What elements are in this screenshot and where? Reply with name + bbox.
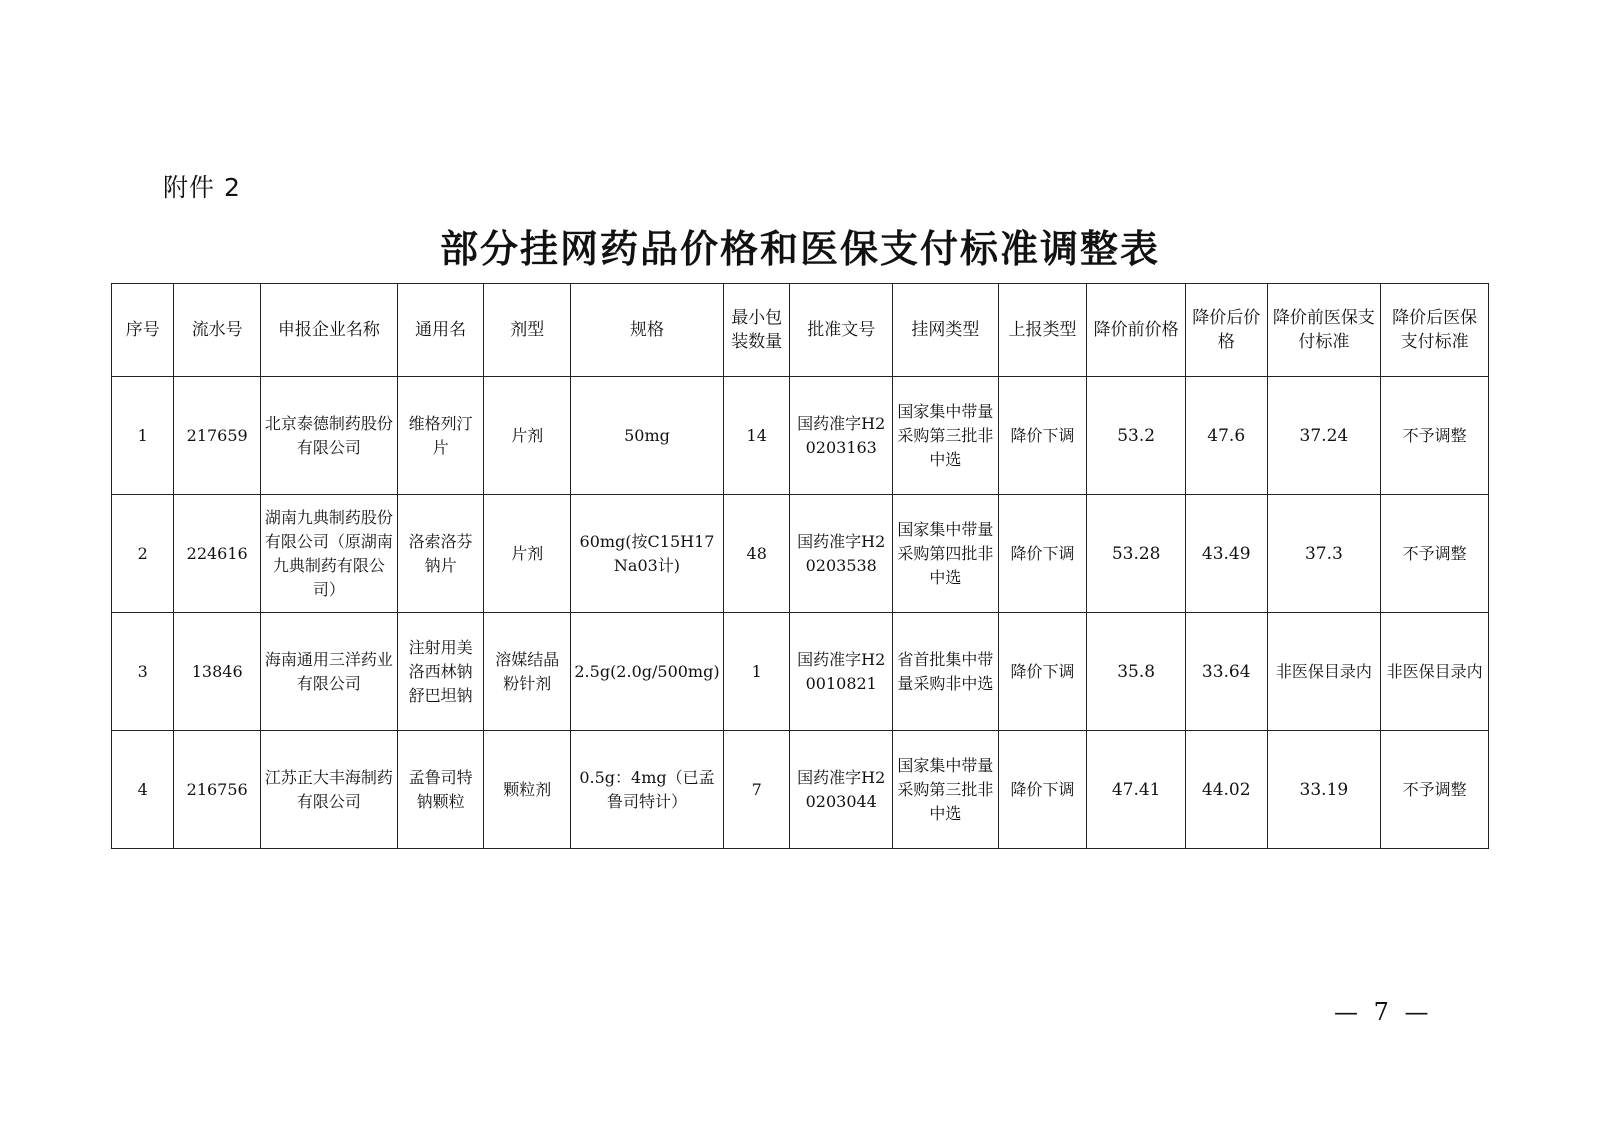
cell-serial-number: 217659 <box>174 377 261 495</box>
attachment-label: 附件 2 <box>163 173 241 202</box>
cell-seq: 2 <box>112 495 174 613</box>
cell-specification: 0.5g：4mg（已孟鲁司特计） <box>570 731 723 849</box>
cell-company: 湖南九典制药股份有限公司（原湖南九典制药有限公司） <box>260 495 397 613</box>
cell-insurance-before: 非医保目录内 <box>1267 613 1381 731</box>
cell-insurance-before: 33.19 <box>1267 731 1381 849</box>
header-dosage-form: 剂型 <box>484 284 571 377</box>
header-min-package: 最小包装数量 <box>723 284 789 377</box>
cell-serial-number: 216756 <box>174 731 261 849</box>
cell-insurance-before: 37.24 <box>1267 377 1381 495</box>
cell-listing-type: 国家集中带量采购第三批非中选 <box>893 731 999 849</box>
cell-seq: 3 <box>112 613 174 731</box>
cell-specification: 2.5g(2.0g/500mg) <box>570 613 723 731</box>
cell-listing-type: 国家集中带量采购第四批非中选 <box>893 495 999 613</box>
header-serial-number: 流水号 <box>174 284 261 377</box>
header-listing-type: 挂网类型 <box>893 284 999 377</box>
table-row <box>112 613 1489 731</box>
price-adjustment-table <box>111 283 1489 849</box>
table-row <box>112 731 1489 849</box>
header-price-after: 降价后价格 <box>1185 284 1267 377</box>
cell-generic-name: 维格列汀片 <box>397 377 484 495</box>
cell-specification: 60mg(按C15H17Na03计) <box>570 495 723 613</box>
cell-approval-number: 国药准字H20010821 <box>790 613 893 731</box>
cell-price-after: 47.6 <box>1185 377 1267 495</box>
cell-report-type: 降价下调 <box>998 377 1087 495</box>
cell-min-package: 14 <box>723 377 789 495</box>
cell-min-package: 1 <box>723 613 789 731</box>
cell-seq: 1 <box>112 377 174 495</box>
cell-serial-number: 224616 <box>174 495 261 613</box>
header-specification: 规格 <box>570 284 723 377</box>
cell-price-before: 53.28 <box>1087 495 1186 613</box>
header-insurance-before: 降价前医保支付标准 <box>1267 284 1381 377</box>
cell-insurance-after: 不予调整 <box>1381 377 1489 495</box>
table-header-row <box>112 284 1489 377</box>
cell-min-package: 7 <box>723 731 789 849</box>
cell-dosage-form: 颗粒剂 <box>484 731 571 849</box>
cell-generic-name: 洛索洛芬钠片 <box>397 495 484 613</box>
cell-dosage-form: 片剂 <box>484 377 571 495</box>
cell-specification: 50mg <box>570 377 723 495</box>
cell-approval-number: 国药准字H20203163 <box>790 377 893 495</box>
page-number: — 7 — <box>1334 998 1433 1026</box>
cell-dosage-form: 溶媒结晶粉针剂 <box>484 613 571 731</box>
cell-report-type: 降价下调 <box>998 495 1087 613</box>
cell-price-before: 47.41 <box>1087 731 1186 849</box>
cell-price-before: 53.2 <box>1087 377 1186 495</box>
cell-insurance-before: 37.3 <box>1267 495 1381 613</box>
cell-report-type: 降价下调 <box>998 731 1087 849</box>
cell-listing-type: 国家集中带量采购第三批非中选 <box>893 377 999 495</box>
cell-approval-number: 国药准字H20203538 <box>790 495 893 613</box>
cell-generic-name: 注射用美洛西林钠舒巴坦钠 <box>397 613 484 731</box>
cell-approval-number: 国药准字H20203044 <box>790 731 893 849</box>
cell-insurance-after: 非医保目录内 <box>1381 613 1489 731</box>
cell-price-before: 35.8 <box>1087 613 1186 731</box>
cell-report-type: 降价下调 <box>998 613 1087 731</box>
header-generic-name: 通用名 <box>397 284 484 377</box>
header-company: 申报企业名称 <box>260 284 397 377</box>
header-seq: 序号 <box>112 284 174 377</box>
header-report-type: 上报类型 <box>998 284 1087 377</box>
cell-company: 海南通用三洋药业有限公司 <box>260 613 397 731</box>
cell-price-after: 43.49 <box>1185 495 1267 613</box>
cell-company: 江苏正大丰海制药有限公司 <box>260 731 397 849</box>
document-title: 部分挂网药品价格和医保支付标准调整表 <box>439 226 1160 271</box>
cell-company: 北京泰德制药股份有限公司 <box>260 377 397 495</box>
cell-min-package: 48 <box>723 495 789 613</box>
header-price-before: 降价前价格 <box>1087 284 1186 377</box>
cell-insurance-after: 不予调整 <box>1381 731 1489 849</box>
cell-price-after: 33.64 <box>1185 613 1267 731</box>
cell-insurance-after: 不予调整 <box>1381 495 1489 613</box>
header-insurance-after: 降价后医保支付标准 <box>1381 284 1489 377</box>
header-approval-number: 批准文号 <box>790 284 893 377</box>
cell-price-after: 44.02 <box>1185 731 1267 849</box>
cell-seq: 4 <box>112 731 174 849</box>
cell-dosage-form: 片剂 <box>484 495 571 613</box>
cell-serial-number: 13846 <box>174 613 261 731</box>
cell-generic-name: 孟鲁司特钠颗粒 <box>397 731 484 849</box>
table-row <box>112 495 1489 613</box>
table-row <box>112 377 1489 495</box>
cell-listing-type: 省首批集中带量采购非中选 <box>893 613 999 731</box>
